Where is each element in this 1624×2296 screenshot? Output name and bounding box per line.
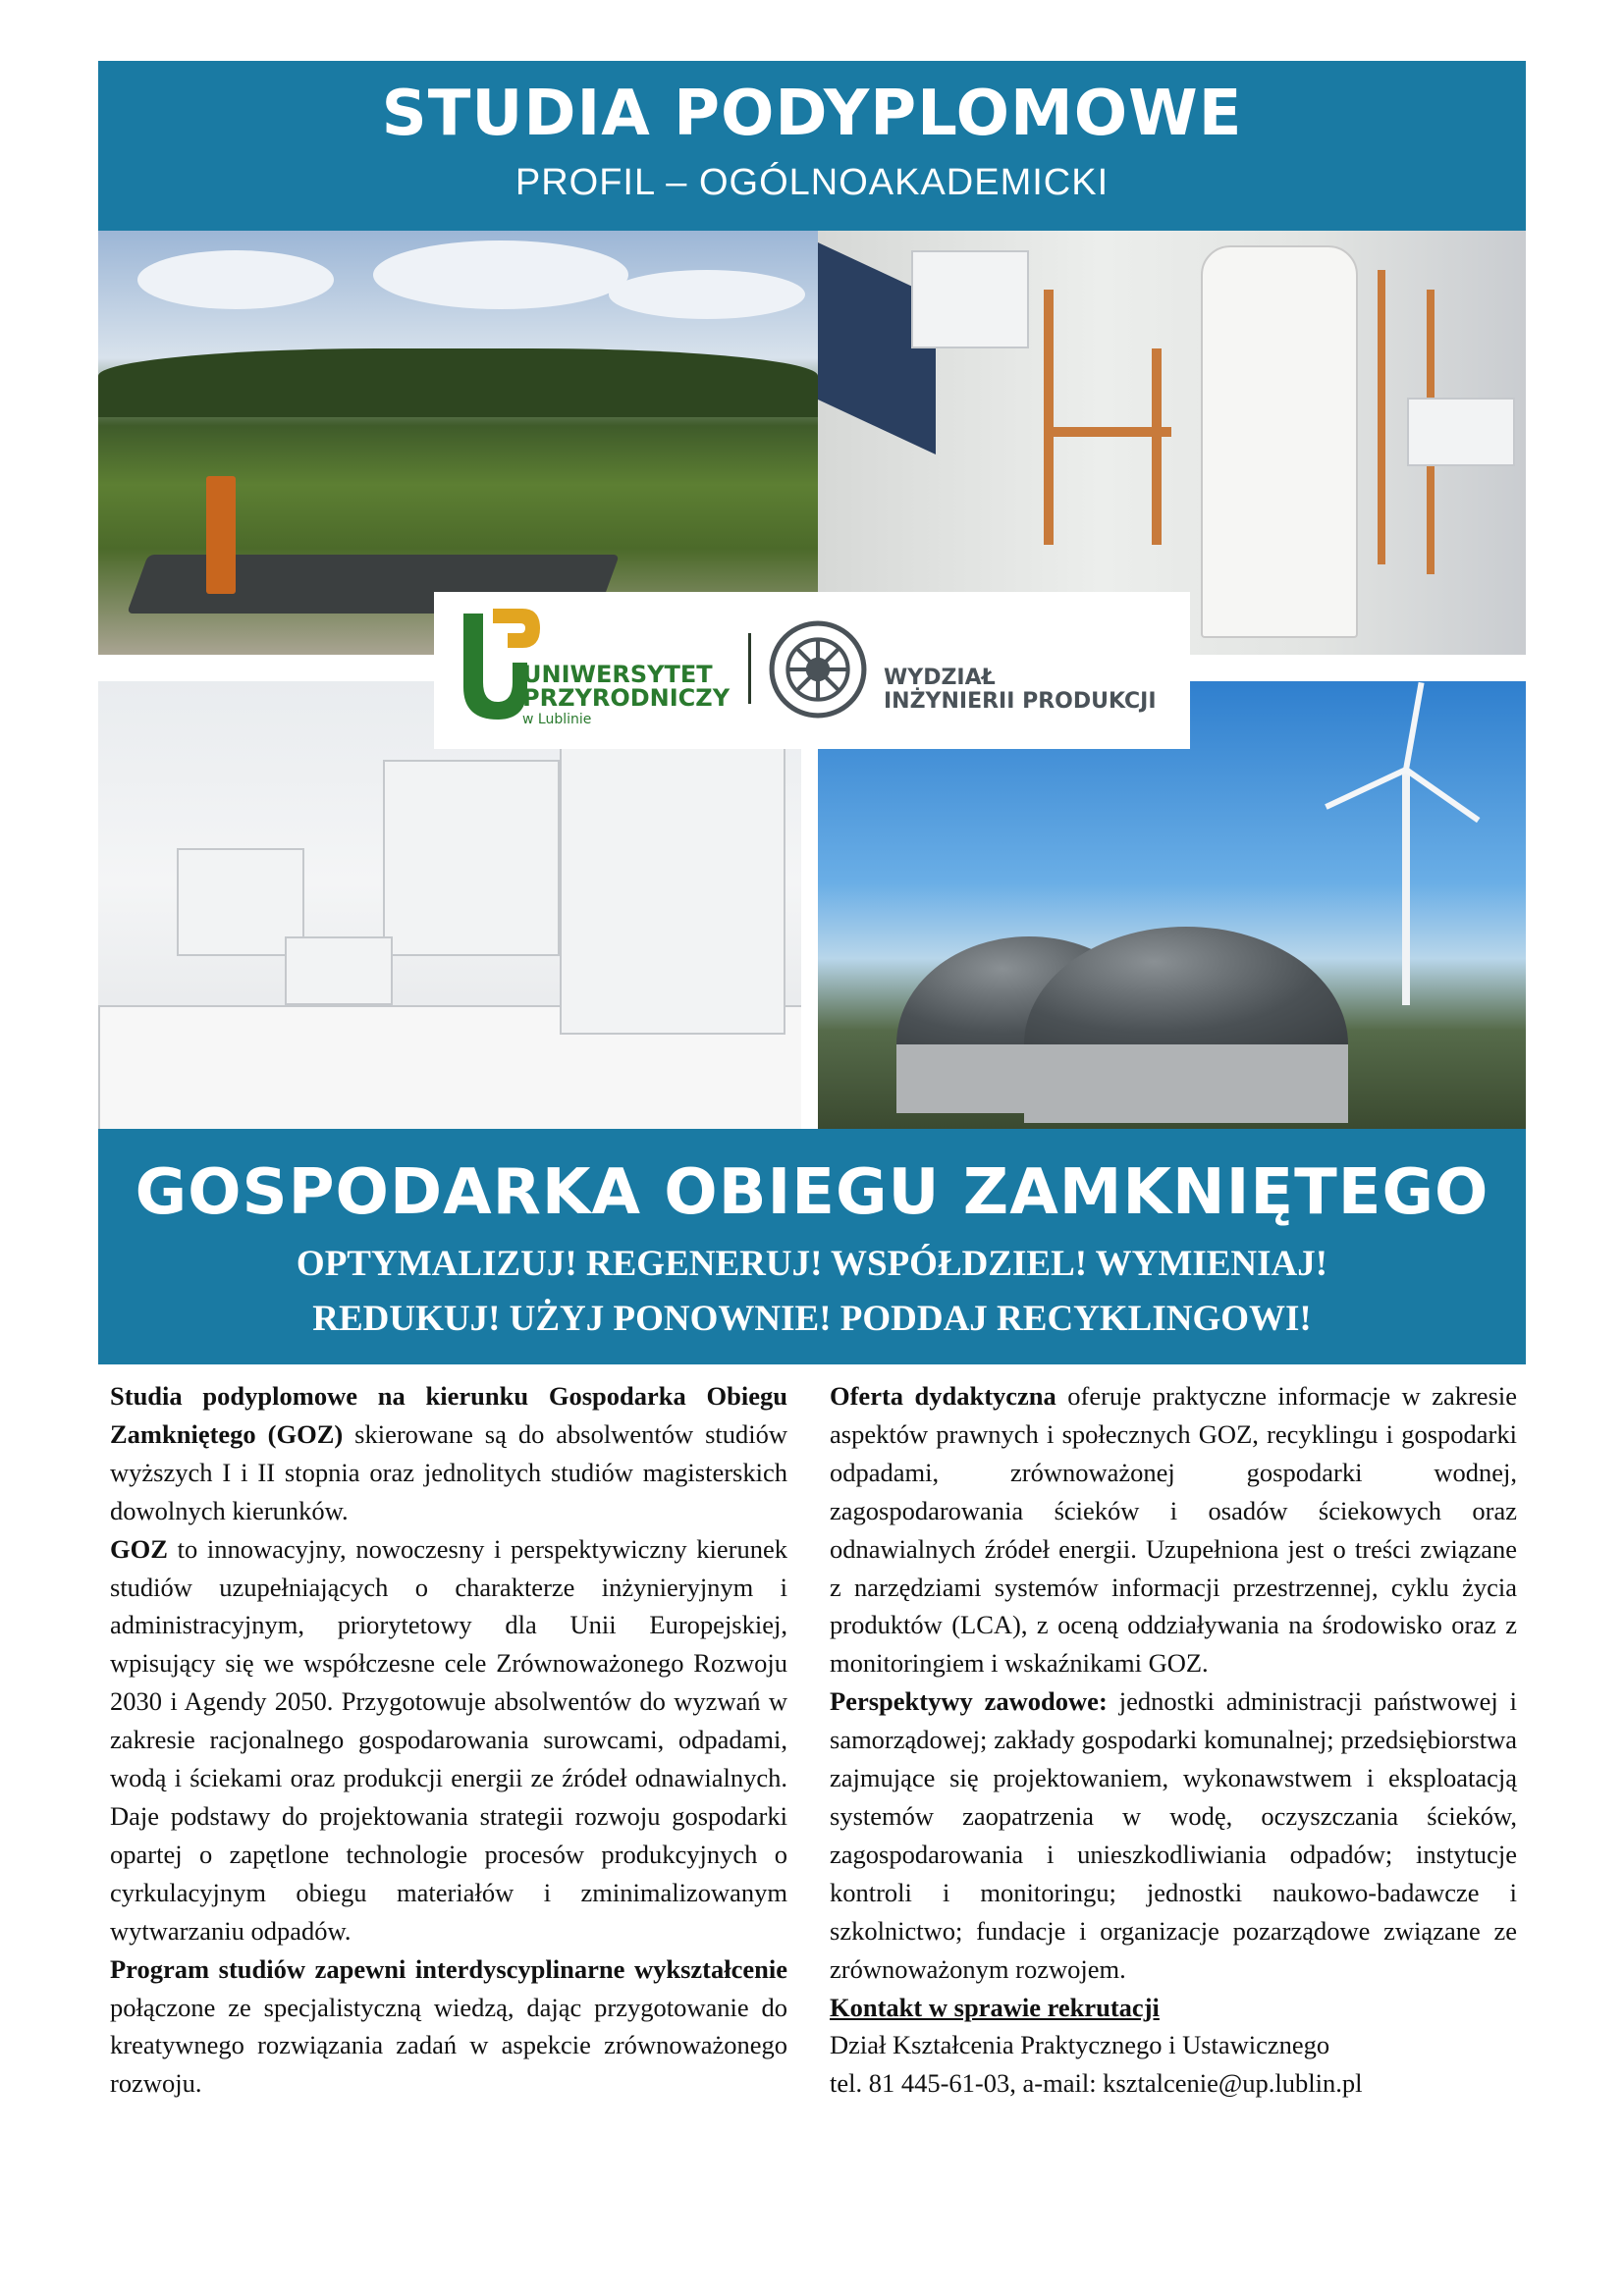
offer-bold: Oferta dydaktyczna (830, 1381, 1056, 1411)
page-title: STUDIA PODYPLOMOWE (381, 78, 1243, 150)
university-name-line1: UNIWERSYTET (522, 661, 713, 688)
program-banner (98, 1129, 1526, 1364)
career-paragraph (830, 1682, 1517, 1988)
faculty-name-line1: WYDZIAŁ (884, 666, 996, 690)
logo-divider (748, 633, 751, 704)
career-text: jednostki administracji państwowej i samorządowej; zakłady gospodarki komunalnej; przedsiębiorstwa zajmujące się projektowaniem, wykonawstwem i eksploatacją systemów zaopatrzenia w wodę, oczyszczania ścieków, zagospodarowania i unieszkodliwiania odpadów; instytucje kontroli i monitoringu; jednostki naukowo-badawcze i szkolnictwo; fundacje i organizacje pozarządowe związane ze zrównoważonym rozwojem. (830, 1686, 1517, 1984)
intro-bold: Studia podyplomowe na kierunku Gospodarka Obiegu Zamkniętego (GOZ) (110, 1381, 787, 1449)
faculty-logo-icon (768, 619, 868, 720)
program-name: GOSPODARKA OBIEGU ZAMKNIĘTEGO (135, 1156, 1489, 1229)
slogan-line1: OPTYMALIZUJ! REGENERUJ! WSPÓŁDZIEL! WYMIENIAJ! (296, 1244, 1328, 1284)
page-subtitle: PROFIL – OGÓLNOAKADEMICKI (514, 162, 1110, 203)
contact-phone-email: tel. 81 445-61-03, a-mail: ksztalcenie@up.lublin.pl (830, 2068, 1363, 2099)
program-bold: Program studiów zapewni interdyscyplinarne wykształcenie (110, 1953, 787, 1984)
program-paragraph (110, 1950, 787, 2104)
contact-office: Dział Kształcenia Praktycznego i Ustawicznego (830, 2030, 1330, 2060)
goz-paragraph (110, 1530, 787, 1950)
career-bold: Perspektywy zawodowe: (830, 1686, 1108, 1717)
faculty-name-line2: INŻYNIERII PRODUKCJI (884, 689, 1157, 714)
slogan-line2: REDUKUJ! UŻYJ PONOWNIE! PODDAJ RECYKLINGOWI! (312, 1299, 1312, 1339)
program-text: połączone ze specjalistyczną wiedzą, dając przygotowanie do kreatywnego rozwiązania zadań w aspekcie zrównoważonego rozwoju. (110, 1992, 787, 2099)
contact-heading (830, 1989, 1517, 2027)
header-banner (98, 61, 1526, 231)
left-column (110, 1377, 787, 2103)
offer-text: oferuje praktyczne informacje w zakresie aspektów prawnych i społecznych GOZ, recyklingu i gospodarki odpadami, zrównoważonej gospodarki wodnej, zagospodarowania ścieków i osadów ściekowych oraz odnawialnych źródeł energii. Uzupełniona jest o treści związane z narzędziami systemów informacji przestrzennej, cyklu życia produktów (LCA), z oceną oddziaływania na środowisko oraz z monitoringiem i wskaźnikami GOZ. (830, 1381, 1518, 1679)
logo-strip (434, 592, 1190, 749)
university-name (522, 663, 730, 710)
offer-paragraph (830, 1377, 1517, 1682)
intro-text: skierowane są do absolwentów studiów wyższych I i II stopnia oraz jednolitych studiów magisterskich dowolnych kierunków. (110, 1418, 787, 1525)
right-column (830, 1377, 1517, 2103)
intro-paragraph (110, 1377, 787, 1530)
goz-text: to innowacyjny, nowoczesny i perspektywiczny kierunek studiów uzupełniających o charakterze inżynieryjnym i administracyjnym, priorytetowy dla Unii Europejskiej, wpisujący się we współczesne cele Zrównoważonego Rozwoju 2030 i Agendy 2050. Przygotowuje absolwentów do wyzwań w zakresie racjonalnego gospodarowania surowcami, odpadami, wodą i ściekami oraz produkcji energii ze źródeł odnawialnych. Daje podstawy do projektowania strategii rozwoju gospodarki opartej o zapętlone technologie procesów produkcyjnych o cyrkulacyjnym obiegu materiałów i zminimalizowanym wytwarzaniu odpadów. (110, 1533, 787, 1946)
university-city: w Lublinie (522, 712, 592, 727)
contact-heading-text: Kontakt w sprawie rekrutacji (830, 1992, 1160, 2022)
faculty-name (884, 667, 1157, 714)
university-name-line2: PRZYRODNICZY (522, 684, 731, 712)
goz-bold: GOZ (110, 1533, 168, 1564)
